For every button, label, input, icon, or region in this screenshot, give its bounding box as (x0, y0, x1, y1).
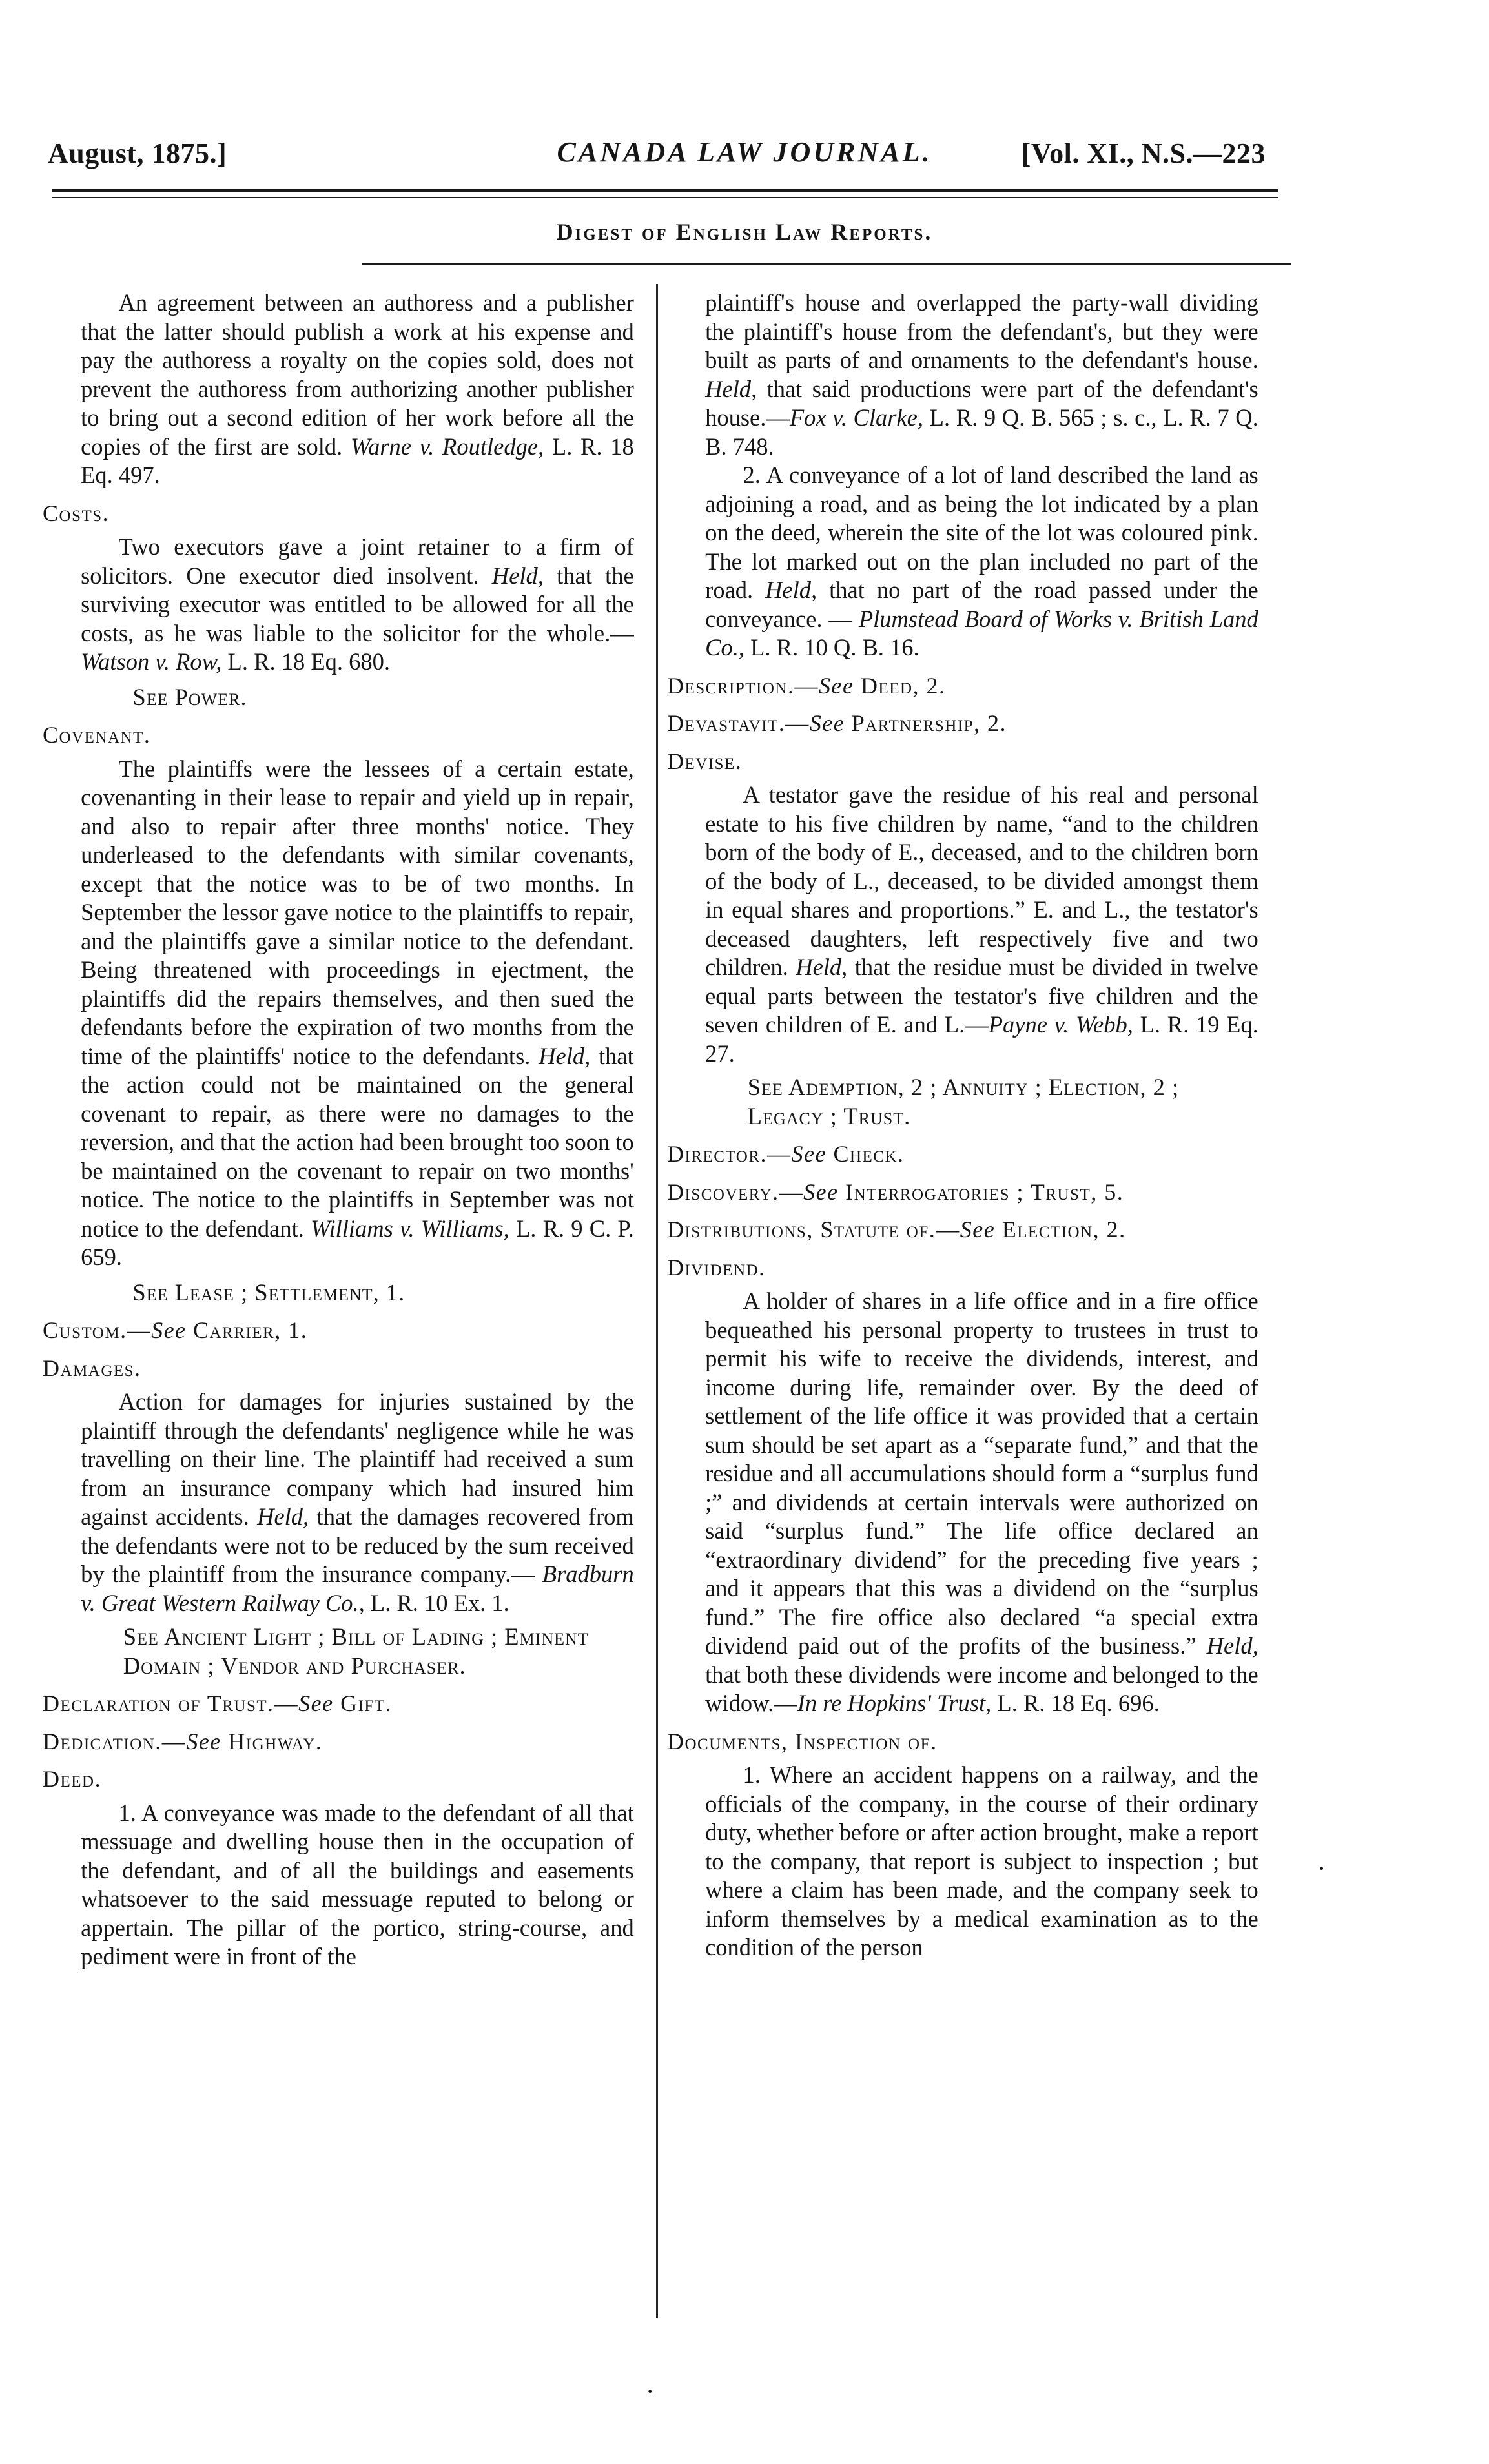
heading-description: Description.—See Deed, 2. (667, 672, 946, 699)
heading-covenant: Covenant. (43, 722, 151, 748)
header-rule-thick (52, 189, 1278, 192)
entry-paragraph: 1. Where an accident happens on a railway, and the officials of the company, in the course of their ordinary duty, whether before or after action brought, make a report to the company, that report is subject to inspection ; but where a claim has been made, and the company seek to inform themselves by a medical examination as to the condition of the person (705, 1761, 1258, 1960)
entry-paragraph: 2. A conveyance of a lot of land described the land as adjoining a road, and as being the lot indicated by a plan on the deed, wherein the site of the lot was coloured pink. The lot marked out on the plan included no part of the road. Held, that no part of the road passed under the conveyance. — Plumstead Board of Works v. British Land Co., L. R. 10 Q. B. 16. (705, 462, 1258, 661)
header-date: August, 1875.] (48, 138, 227, 169)
entry-paragraph: An agreement between an authoress and a publisher that the latter should publish a work at his expense and pay the authoress a royalty on the copies sold, does not prevent the authoress from authorizing another publisher to bring out a second edition of her work before all the copies of the first are sold. Warne v. Routledge, L. R. 18 Eq. 497. (81, 289, 634, 488)
heading-deed: Deed. (43, 1766, 102, 1792)
entry-paragraph: Action for damages for injuries sustained by the plaintiff through the defendants' negligence while he was travelling on their line. The plaintiff had received a sum from an insurance company which had insured him against accidents. Held, that the damages recovered from the defendants were not to be reduced by the sum received by the plaintiff from the insurance company.— Bradburn v. Great Western Railway Co., L. R. 10 Ex. 1. (81, 1388, 634, 1616)
subtitle-rule (362, 263, 1291, 265)
cross-reference: See Power. (132, 683, 247, 710)
scan-speck: · (646, 2377, 655, 2406)
entry-paragraph: The plaintiffs were the lessees of a certain estate, covenanting in their lease to repair and yield up in repair, and also to repair after three months' notice. They underleased to the defendants with similar covenants, except that the notice was to be of two months. In September the lessor gave notice to the plaintiffs to repair, and the plaintiffs gave a similar notice to the defendant. Being threatened with proceedings in ejectment, the plaintiffs did the repairs themselves, and then sued the defendants before the expiration of two months from the time of the plaintiffs' notice to the defendants. Held, that the action could not be maintained on the general covenant to repair, as there were no damages to the reversion, and that the action had been brought too soon to be maintained on the covenant to repair on two months' notice. The notice to the plaintiffs in September was not notice to the defendant. Williams v. Williams, L. R. 9 C. P. 659. (81, 755, 634, 1270)
heading-discovery: Discovery.—See Interrogatories ; Trust, 5. (667, 1178, 1124, 1205)
entry-paragraph: A testator gave the residue of his real and personal estate to his five children by name, “and to the children born of the body of E., deceased, and to the children born of the body of L., deceased, to be divided amongst them in equal shares and proportions.” E. and L., the testator's deceased daughters, left respectively five and two children. Held, that the residue must be divided in twelve equal parts between the testator's five children and the seven children of E. and L.—Payne v. Webb, L. R. 19 Eq. 27. (705, 781, 1258, 1067)
scan-speck: · (1317, 1854, 1326, 1883)
section-subtitle: Digest of English Law Reports. (556, 219, 933, 245)
header-journal-title: CANADA LAW JOURNAL. (557, 136, 932, 168)
heading-devise: Devise. (667, 748, 743, 774)
header-volume-page: [Vol. XI., N.S.—223 (1021, 138, 1266, 169)
heading-documents-inspection: Documents, Inspection of. (667, 1728, 938, 1754)
right-column (667, 289, 1270, 1962)
heading-distributions: Distributions, Statute of.—See Election, 2. (667, 1217, 1126, 1242)
entry-paragraph: Two executors gave a joint retainer to a firm of solicitors. One executor died insolvent. Held, that the surviving executor was entitled to be allowed for all the costs, as he was liable to the solicitor for the whole.— Watson v. Row, L. R. 18 Eq. 680. (81, 533, 634, 675)
left-column (43, 289, 646, 1971)
column-divider (656, 284, 658, 2318)
entry-paragraph: 1. A conveyance was made to the defendant of all that messuage and dwelling house then in the occupation of the defendant, and of all the buildings and easements whatsoever to the said messuage reputed to belong or appertain. The pillar of the portico, string-course, and pediment were in front of the (81, 1799, 634, 1969)
entry-paragraph: A holder of shares in a life office and in a fire office bequeathed his personal property to trustees in trust to permit his wife to receive the dividends, interest, and income during life, remainder over. By the deed of settlement of the life office it was provided that a certain sum should be set apart as a “separate fund,” and that the residue and all accumulations should form a “surplus fund ;” and dividends at certain intervals were authorized on said “surplus fund.” The life office declared an “extraordinary dividend” for the preceding five years ; and it appears that this was a dividend on the “surplus fund.” The fire office also declared “a special extra dividend paid out of the profits of the business.” Held, that both these dividends were income and belonged to the widow.—In re Hopkins' Trust, L. R. 18 Eq. 696. (705, 1288, 1258, 1716)
heading-costs: Costs. (43, 500, 110, 526)
cross-reference: See Ademption, 2 ; Annuity ; Election, 2 ; Legacy ; Trust. (747, 1074, 1180, 1129)
heading-devastavit: Devastavit.—See Partnership, 2. (667, 710, 1007, 736)
heading-custom: Custom.—See Carrier, 1. (43, 1317, 308, 1343)
cross-reference: See Lease ; Settlement, 1. (132, 1278, 406, 1306)
cross-reference: See Ancient Light ; Bill of Lading ; Eminent Domain ; Vendor and Purchaser. (123, 1623, 589, 1679)
heading-director: Director.—See Check. (667, 1141, 905, 1167)
heading-damages: Damages. (43, 1355, 141, 1381)
heading-dedication: Dedication.—See Highway. (43, 1728, 323, 1754)
heading-declaration-of-trust: Declaration of Trust.—See Gift. (43, 1690, 393, 1716)
header-rule-thin (52, 197, 1278, 198)
entry-paragraph: plaintiff's house and overlapped the party-wall dividing the plaintiff's house from the defendant's, but they were built as parts of and ornaments to the defendant's house. Held, that said productions were part of the defendant's house.—Fox v. Clarke, L. R. 9 Q. B. 565 ; s. c., L. R. 7 Q. B. 748. (705, 289, 1258, 460)
heading-dividend: Dividend. (667, 1254, 766, 1280)
